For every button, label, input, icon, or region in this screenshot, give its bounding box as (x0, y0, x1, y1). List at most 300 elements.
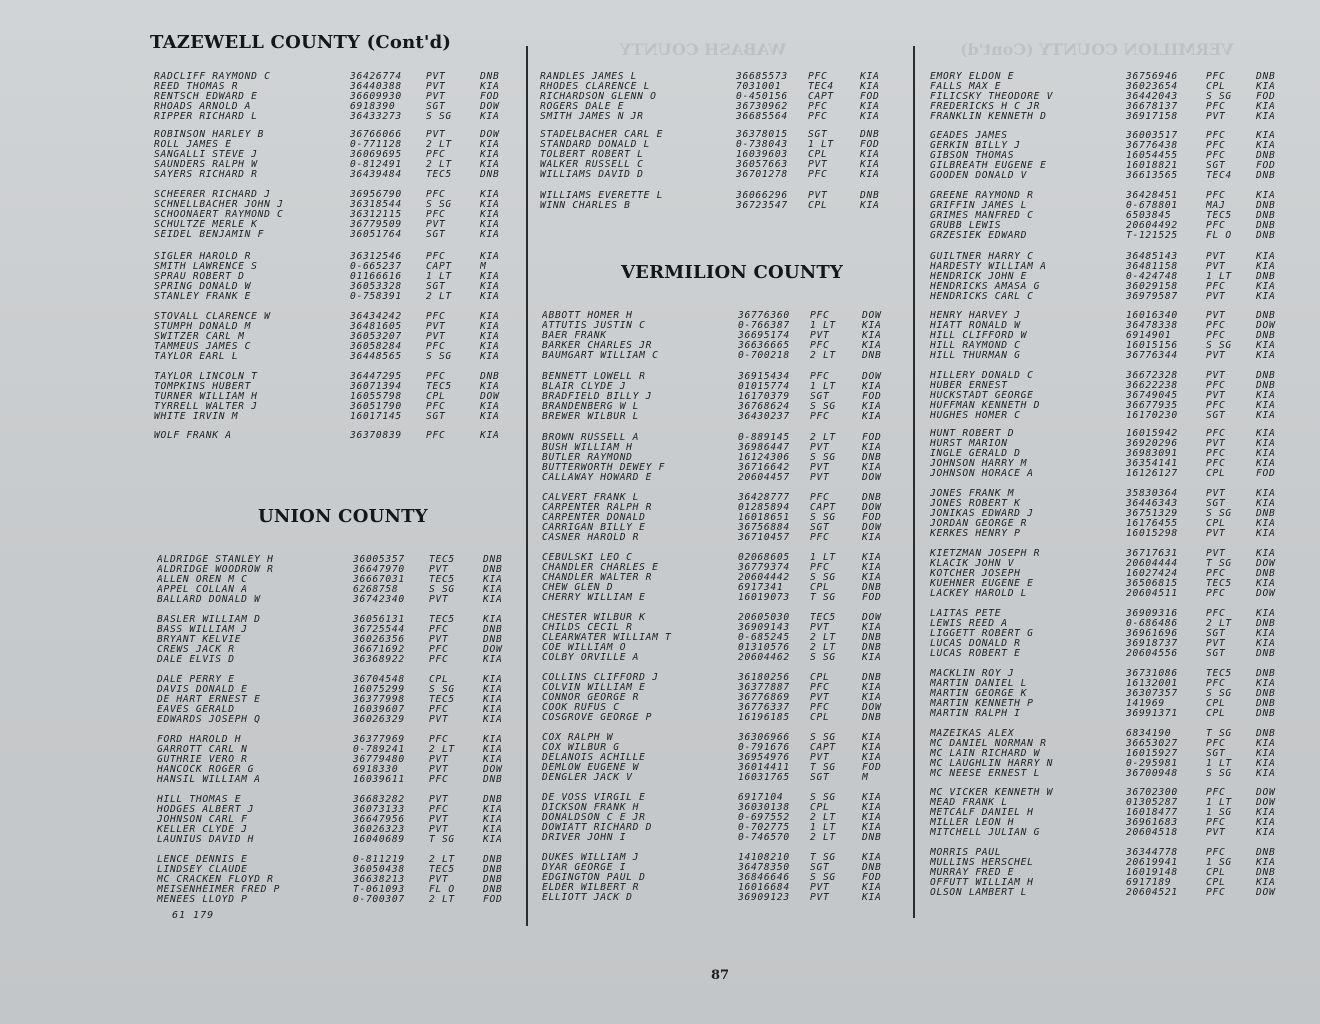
record-rank: S SG (426, 112, 452, 122)
record-row (154, 262, 516, 272)
record-rank: PFC (1206, 141, 1226, 151)
record-name: WALKER RUSSELL C (540, 160, 644, 170)
record-status: KIA (1256, 282, 1276, 292)
record-rank: TEC5 (429, 865, 455, 875)
record-serial-number: 16132001 (1126, 679, 1178, 689)
record-row (157, 555, 519, 565)
record-status: KIA (1256, 411, 1276, 421)
record-serial-number: 36003517 (1126, 131, 1178, 141)
record-row (930, 131, 1292, 141)
record-rank: PVT (810, 623, 830, 633)
record-rank: SGT (1206, 629, 1226, 639)
record-status: DOW (862, 523, 882, 533)
record-serial-number: 36647956 (353, 815, 405, 825)
record-serial-number: 0-678801 (1126, 201, 1178, 211)
record-serial-number: T-121525 (1126, 231, 1178, 241)
record-row (542, 523, 898, 533)
record-rank: PFC (810, 493, 830, 503)
record-rank: PFC (810, 563, 830, 573)
record-row (930, 282, 1292, 292)
record-status: DNB (1256, 151, 1276, 161)
record-serial-number: 16124306 (738, 453, 790, 463)
record-row (930, 808, 1292, 818)
record-name: HENRY HARVEY J (930, 311, 1021, 321)
record-name: ATTUTIS JUSTIN C (542, 321, 646, 331)
record-status: KIA (1256, 292, 1276, 302)
record-name: APPEL COLLAN A (157, 585, 248, 595)
record-name: LACKEY HAROLD L (930, 589, 1028, 599)
record-name: HILL CLIFFORD W (930, 331, 1028, 341)
record-serial-number: 16031765 (738, 773, 790, 783)
record-serial-number: 16016684 (738, 883, 790, 893)
record-status: FOD (862, 433, 882, 443)
record-serial-number: 36695174 (738, 331, 790, 341)
record-row (157, 695, 519, 705)
record-serial-number: 0-702775 (738, 823, 790, 833)
record-rank: PFC (1206, 151, 1226, 161)
record-row (542, 833, 898, 843)
record-row (930, 649, 1292, 659)
record-rank: 1 LT (1206, 759, 1232, 769)
record-name: DELANOIS ACHILLE (542, 753, 646, 763)
record-rank: TEC5 (426, 382, 452, 392)
record-serial-number: 20604442 (738, 573, 790, 583)
record-serial-number: 36026329 (353, 715, 405, 725)
record-rank: PVT (808, 160, 828, 170)
record-status: KIA (860, 160, 880, 170)
record-rank: S SG (810, 793, 836, 803)
record-rank: PFC (429, 645, 449, 655)
record-serial-number: 16017145 (350, 412, 402, 422)
record-rank: CPL (808, 150, 828, 160)
record-serial-number: 36672328 (1126, 371, 1178, 381)
record-status: KIA (480, 150, 500, 160)
record-status: KIA (1256, 878, 1276, 888)
record-name: RIPPER RICHARD L (154, 112, 258, 122)
record-rank: CAPT (810, 743, 836, 753)
record-name: BRADFIELD BILLY J (542, 392, 653, 402)
record-rank: PFC (808, 102, 828, 112)
record-serial-number: 36029158 (1126, 282, 1178, 292)
record-status: DNB (480, 372, 500, 382)
record-row (154, 140, 516, 150)
record-serial-number: 36683282 (353, 795, 405, 805)
record-status: KIA (862, 853, 882, 863)
record-name: TAYLOR EARL L (154, 352, 239, 362)
record-serial-number: 0-889145 (738, 433, 790, 443)
record-row (154, 312, 516, 322)
record-status: KIA (483, 755, 503, 765)
record-rank: PVT (1206, 311, 1226, 321)
record-rank: PFC (426, 210, 446, 220)
record-status: DNB (1256, 331, 1276, 341)
record-rank: CPL (1206, 868, 1226, 878)
record-status: DOW (862, 473, 882, 483)
record-row (930, 669, 1292, 679)
record-serial-number: 01015774 (738, 382, 790, 392)
record-name: BARKER CHARLES JR (542, 341, 653, 351)
heading-tazewell-county-contd: TAZEWELL COUNTY (Cont'd) (150, 32, 452, 53)
record-serial-number: 0-450156 (736, 92, 788, 102)
record-name: STADELBACHER CARL E (540, 130, 664, 140)
record-group (930, 609, 1292, 659)
record-rank: PFC (810, 703, 830, 713)
record-row (930, 569, 1292, 579)
record-status: KIA (862, 321, 882, 331)
record-serial-number: 36344778 (1126, 848, 1178, 858)
record-row (154, 102, 516, 112)
record-name: BALLARD DONALD W (157, 595, 261, 605)
record-rank: 1 LT (426, 272, 452, 282)
record-serial-number: 36056131 (353, 615, 405, 625)
record-serial-number: 36915434 (738, 372, 790, 382)
record-serial-number: 36066296 (736, 191, 788, 201)
record-serial-number: 36307357 (1126, 689, 1178, 699)
record-group (154, 431, 516, 441)
record-status: FOD (862, 513, 882, 523)
record-name: SCHEERER RICHARD J (154, 190, 271, 200)
record-row (154, 72, 516, 82)
record-status: DNB (1256, 72, 1276, 82)
record-serial-number: 6834190 (1126, 729, 1172, 739)
record-status: KIA (480, 160, 500, 170)
record-row (930, 141, 1292, 151)
record-status: DNB (1256, 272, 1276, 282)
record-row (540, 140, 896, 150)
record-row (930, 619, 1292, 629)
record-status: FOD (862, 593, 882, 603)
record-row (930, 72, 1292, 82)
record-row (157, 805, 519, 815)
record-name: CREWS JACK R (157, 645, 235, 655)
record-status: KIA (1256, 808, 1276, 818)
record-rank: PFC (1206, 191, 1226, 201)
record-name: STANLEY FRANK E (154, 292, 252, 302)
record-serial-number: 36057663 (736, 160, 788, 170)
record-serial-number: 0-811219 (353, 855, 405, 865)
record-status: KIA (1256, 391, 1276, 401)
record-row (930, 639, 1292, 649)
record-rank: PVT (808, 191, 828, 201)
record-rank: PVT (429, 765, 449, 775)
record-row (930, 221, 1292, 231)
record-name: RADCLIFF RAYMOND C (154, 72, 271, 82)
record-name: BASLER WILLIAM D (157, 615, 261, 625)
record-rank: PVT (1206, 489, 1226, 499)
record-rank: SGT (426, 282, 446, 292)
record-row (930, 729, 1292, 739)
record-status: DNB (480, 170, 500, 180)
record-rank: SGT (810, 392, 830, 402)
record-rank: PFC (426, 190, 446, 200)
record-group (930, 669, 1292, 719)
record-status: KIA (862, 382, 882, 392)
record-status: KIA (480, 292, 500, 302)
record-name: DONALDSON C E JR (542, 813, 646, 823)
record-rank: 1 LT (810, 553, 836, 563)
record-serial-number: 20619941 (1126, 858, 1178, 868)
record-row (542, 382, 898, 392)
record-serial-number: 01285894 (738, 503, 790, 513)
record-row (930, 579, 1292, 589)
record-row (154, 220, 516, 230)
record-rank: S SG (426, 200, 452, 210)
record-rank: PVT (429, 875, 449, 885)
record-serial-number: 36776360 (738, 311, 790, 321)
record-serial-number: 36354141 (1126, 459, 1178, 469)
record-serial-number: 0-686486 (1126, 619, 1178, 629)
record-rank: PVT (1206, 351, 1226, 361)
record-serial-number: 36685573 (736, 72, 788, 82)
record-rank: PFC (1206, 818, 1226, 828)
record-group (540, 130, 896, 180)
record-name: GRIMES MANFRED C (930, 211, 1034, 221)
record-row (540, 72, 896, 82)
record-serial-number: 36756884 (738, 523, 790, 533)
record-status: KIA (1256, 858, 1276, 868)
record-row (154, 112, 516, 122)
record-rank: 1 LT (1206, 272, 1232, 282)
record-rank: PFC (810, 311, 830, 321)
record-status: KIA (1256, 429, 1276, 439)
record-status: KIA (1256, 489, 1276, 499)
record-status: DNB (1256, 311, 1276, 321)
record-row (157, 705, 519, 715)
record-rank: S SG (1206, 92, 1232, 102)
record-status: KIA (862, 331, 882, 341)
record-serial-number: 0-771128 (350, 140, 402, 150)
record-status: KIA (480, 332, 500, 342)
record-rank: PFC (1206, 221, 1226, 231)
record-rank: S SG (810, 573, 836, 583)
record-group (542, 853, 898, 903)
record-rank: SGT (808, 130, 828, 140)
record-row (154, 282, 516, 292)
record-serial-number: 0-738043 (736, 140, 788, 150)
record-serial-number: 36983091 (1126, 449, 1178, 459)
record-status: KIA (480, 252, 500, 262)
record-rank: SGT (426, 412, 446, 422)
record-name: BUTTERWORTH DEWEY F (542, 463, 666, 473)
record-rank: PFC (1206, 848, 1226, 858)
record-row (154, 150, 516, 160)
record-row (157, 745, 519, 755)
record-serial-number: 36430237 (738, 412, 790, 422)
record-rank: PVT (426, 92, 446, 102)
record-rank: PVT (1206, 529, 1226, 539)
record-serial-number: 36716642 (738, 463, 790, 473)
record-serial-number: 02068605 (738, 553, 790, 563)
record-row (930, 868, 1292, 878)
record-name: COX RALPH W (542, 733, 614, 743)
record-group (930, 788, 1292, 838)
record-serial-number: 36053328 (350, 282, 402, 292)
record-name: LAITAS PETE (930, 609, 1002, 619)
record-rank: PVT (810, 331, 830, 341)
record-serial-number: 36846646 (738, 873, 790, 883)
record-rank: PVT (426, 322, 446, 332)
record-status: KIA (483, 735, 503, 745)
record-serial-number: 36312115 (350, 210, 402, 220)
record-rank: CPL (1206, 519, 1226, 529)
record-group (154, 130, 516, 180)
record-rank: PVT (426, 72, 446, 82)
record-rank: PFC (810, 412, 830, 422)
record-name: STUMPH DONALD M (154, 322, 252, 332)
record-rank: PVT (426, 82, 446, 92)
record-status: DOW (1256, 788, 1276, 798)
record-rank: 1 LT (810, 382, 836, 392)
record-rank: SGT (1206, 499, 1226, 509)
record-rank: CPL (808, 201, 828, 211)
record-row (540, 82, 896, 92)
record-name: GARROTT CARL N (157, 745, 248, 755)
record-row (157, 625, 519, 635)
record-serial-number: 20604457 (738, 473, 790, 483)
record-row (154, 342, 516, 352)
record-group (154, 252, 516, 302)
record-rank: PFC (1206, 609, 1226, 619)
record-name: SEIDEL BENJAMIN F (154, 230, 265, 240)
record-name: OLSON LAMBERT L (930, 888, 1028, 898)
record-rank: S SG (429, 685, 455, 695)
record-name: COLVIN WILLIAM E (542, 683, 646, 693)
record-name: HUBER ERNEST (930, 381, 1008, 391)
record-name: MITCHELL JULIAN G (930, 828, 1041, 838)
record-name: BAER FRANK (542, 331, 607, 341)
record-status: KIA (862, 573, 882, 583)
record-name: STOVALL CLARENCE W (154, 312, 271, 322)
record-name: SAYERS RICHARD R (154, 170, 258, 180)
record-row (930, 401, 1292, 411)
record-name: MARTIN RALPH I (930, 709, 1021, 719)
record-rank: PFC (1206, 282, 1226, 292)
record-name: BROWN RUSSELL A (542, 433, 640, 443)
record-name: LUCAS ROBERT E (930, 649, 1021, 659)
record-status: KIA (1256, 141, 1276, 151)
record-serial-number: 01305287 (1126, 798, 1178, 808)
record-row (930, 292, 1292, 302)
record-status: KIA (862, 823, 882, 833)
record-rank: TEC5 (429, 615, 455, 625)
record-rank: SGT (1206, 161, 1226, 171)
record-row (542, 823, 898, 833)
record-row (542, 703, 898, 713)
record-row (542, 533, 898, 543)
record-status: DNB (862, 453, 882, 463)
record-status: KIA (1256, 82, 1276, 92)
footer-code: 61 179 (172, 910, 215, 921)
record-row (154, 210, 516, 220)
record-name: BAUMGART WILLIAM C (542, 351, 659, 361)
record-status: KIA (483, 675, 503, 685)
record-status: DNB (862, 673, 882, 683)
record-serial-number: 16019148 (1126, 868, 1178, 878)
record-serial-number: 36678137 (1126, 102, 1178, 112)
record-rank: PFC (810, 372, 830, 382)
record-name: CARPENTER DONALD (542, 513, 646, 523)
record-row (157, 885, 519, 895)
record-row (542, 433, 898, 443)
record-status: KIA (480, 140, 500, 150)
record-status: KIA (483, 745, 503, 755)
record-rank: S SG (810, 733, 836, 743)
record-name: DAVIS DONALD E (157, 685, 248, 695)
record-row (930, 609, 1292, 619)
record-rank: 1 SG (1206, 808, 1232, 818)
record-status: KIA (480, 230, 500, 240)
record-row (154, 332, 516, 342)
record-serial-number: 36991371 (1126, 709, 1178, 719)
record-serial-number: 0-700218 (738, 351, 790, 361)
record-status: DNB (862, 351, 882, 361)
record-rank: CPL (1206, 469, 1226, 479)
record-group (154, 72, 516, 122)
record-row (930, 351, 1292, 361)
record-serial-number: 36609930 (350, 92, 402, 102)
record-status: KIA (1256, 609, 1276, 619)
record-status: KIA (1256, 519, 1276, 529)
record-serial-number: 36700948 (1126, 769, 1178, 779)
record-name: FILICSKY THEODORE V (930, 92, 1054, 102)
record-name: FREDERICKS H C JR (930, 102, 1041, 112)
record-serial-number: 36986447 (738, 443, 790, 453)
record-name: EAVES GERALD (157, 705, 235, 715)
record-name: DEMLOW EUGENE W (542, 763, 640, 773)
record-rank: PFC (426, 372, 446, 382)
record-name: TOMPKINS HUBERT (154, 382, 252, 392)
record-group (157, 615, 519, 665)
record-name: RHODES CLARENCE L (540, 82, 651, 92)
record-name: OFFUTT WILLIAM H (930, 878, 1034, 888)
record-group (542, 433, 898, 483)
record-serial-number: 36909143 (738, 623, 790, 633)
record-rank: FL O (429, 885, 455, 895)
record-status: DNB (860, 130, 880, 140)
record-rank: S SG (810, 873, 836, 883)
record-name: HARDESTY WILLIAM A (930, 262, 1047, 272)
record-name: ALDRIDGE STANLEY H (157, 555, 274, 565)
record-status: DNB (1256, 619, 1276, 629)
record-row (930, 818, 1292, 828)
record-name: KUEHNER EUGENE E (930, 579, 1034, 589)
record-row (154, 372, 516, 382)
record-status: KIA (480, 190, 500, 200)
record-rank: PFC (426, 431, 446, 441)
record-name: MARTIN DANIEL L (930, 679, 1028, 689)
record-serial-number: 36005357 (353, 555, 405, 565)
record-rank: PFC (810, 341, 830, 351)
record-serial-number: 16196185 (738, 713, 790, 723)
record-status: KIA (862, 553, 882, 563)
record-row (542, 773, 898, 783)
record-rank: SGT (1206, 649, 1226, 659)
record-row (542, 311, 898, 321)
record-name: BRYANT KELVIE (157, 635, 242, 645)
record-rank: T SG (429, 835, 455, 845)
record-rank: S SG (810, 653, 836, 663)
record-status: DOW (1256, 888, 1276, 898)
record-row (930, 858, 1292, 868)
record-row (930, 459, 1292, 469)
record-name: SPRAU ROBERT D (154, 272, 245, 282)
record-row (540, 170, 896, 180)
record-serial-number: 0-665237 (350, 262, 402, 272)
record-row (930, 749, 1292, 759)
record-status: KIA (1256, 739, 1276, 749)
record-row (930, 171, 1292, 181)
record-status: DNB (483, 865, 503, 875)
